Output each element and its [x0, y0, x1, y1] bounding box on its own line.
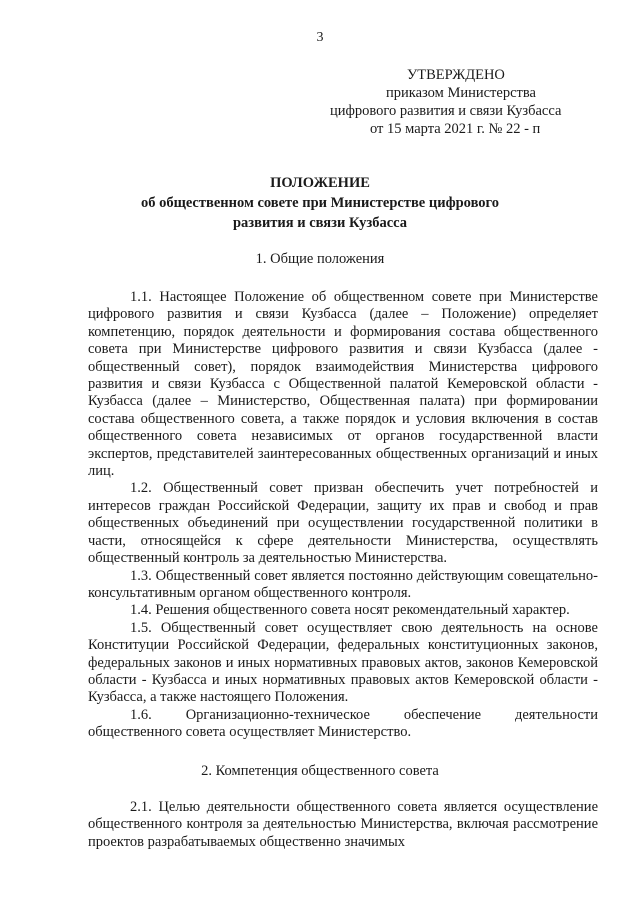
- approval-order-line: приказом Министерства: [386, 85, 536, 101]
- approval-title: УТВЕРЖДЕНО: [407, 67, 505, 83]
- document-title-line-3: развития и связи Кузбасса: [232, 215, 407, 231]
- section-heading-1: 1. Общие положения: [255, 251, 385, 267]
- page-number: 3: [316, 30, 324, 45]
- document-title-line-1: ПОЛОЖЕНИЕ: [270, 175, 370, 191]
- approval-date-line: от 15 марта 2021 г. № 22 - п: [370, 121, 541, 137]
- paragraph-1-6: 1.6. Организационно-техническое обеспечение деятельности общественного совета осуществляет Министерство.: [88, 706, 598, 741]
- document-title: [0, 173, 640, 233]
- approval-ministry-line: цифрового развития и связи Кузбасса: [330, 103, 562, 119]
- section-heading-2: 2. Компетенция общественного совета: [201, 763, 439, 779]
- section-1-body: [88, 289, 598, 742]
- section-2-body: [88, 799, 598, 851]
- paragraph-1-4: 1.4. Решения общественного совета носят рекомендательный характер.: [130, 602, 570, 619]
- approval-stamp-block: [330, 66, 600, 138]
- paragraph-1-1: 1.1. Настоящее Положение об общественном совете при Министерстве цифрового развития и связи Кузбасса (далее – Положение) определяет компетенцию, порядок деятельности и формирования состава общественного совета при Министерстве цифрового развития и связи Кузбасса (далее - общественный совет), порядок взаимодействия Министерства цифрового развития и связи Кузбасса с Общественной палатой Кемеровской области - Кузбасса (далее – Министерство, Общественная палата) при формировании состава общественного совета, а также порядок и условия включения в состав общественного совета независимых от органов государственной власти экспертов, представителей заинтересованных общественных организаций и иных лиц.: [88, 289, 598, 480]
- paragraph-2-1: 2.1. Целью деятельности общественного совета является осуществление общественного контроля за деятельностью Министерства, включая рассмотрение проектов разрабатываемых общественно значимых: [88, 799, 598, 850]
- paragraph-1-2: 1.2. Общественный совет призван обеспечить учет потребностей и интересов граждан Российской Федерации, защиту их прав и свобод и прав общественных объединений при осуществлении государственной политики в части, относящейся к сфере деятельности Министерства, осуществлять общественный контроль за деятельностью Министерства.: [88, 480, 598, 567]
- document-title-line-2: об общественном совете при Министерстве цифрового: [140, 195, 500, 211]
- paragraph-1-5: 1.5. Общественный совет осуществляет свою деятельность на основе Конституции Российской Федерации, федеральных конституционных законов, федеральных законов и иных нормативных правовых актов, законов Кемеровской области - Кузбасса и иных нормативных правовых актов Кемеровской области - Кузбасса, а также настоящего Положения.: [88, 619, 598, 706]
- paragraph-1-3: 1.3. Общественный совет является постоянно действующим совещательно-консультативным органом общественного контроля.: [88, 567, 598, 601]
